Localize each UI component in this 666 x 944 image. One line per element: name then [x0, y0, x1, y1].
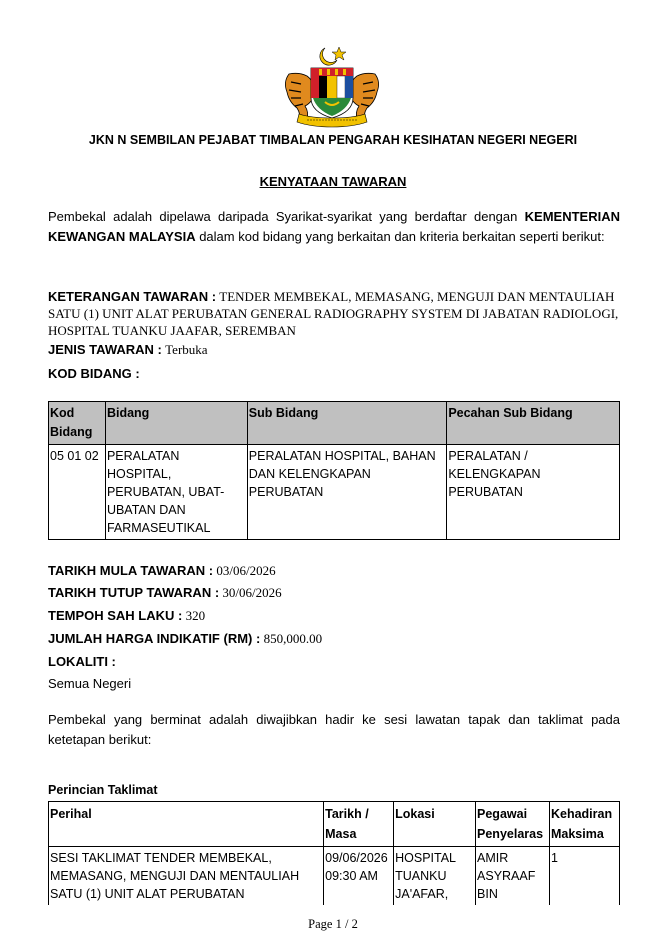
locality-label: LOKALITI : [48, 654, 116, 669]
validity-period [48, 607, 620, 624]
table-row [49, 847, 620, 906]
close-date-value: 30/06/2026 [222, 585, 282, 600]
ministry-name: KEMENTERIAN KEWANGAN MALAYSIA [48, 209, 620, 244]
table-row [49, 445, 620, 540]
page-number: Page 1 / 2 [308, 917, 358, 931]
table-cell: 1 [549, 847, 619, 906]
tender-description-value: TENDER MEMBEKAL, MEMASANG, MENGUJI DAN MENTAULIAH SATU (1) UNIT ALAT PERUBATAN GENERAL RADIOGRAPHY SYSTEM DI JABATAN RADIOLOGI, HOSPITAL TUANKU JAAFAR, SEREMBAN [48, 289, 619, 338]
table-cell: SESI TAKLIMAT TENDER MEMBEKAL, MEMASANG, MENGUJI DAN MENTAULIAH SATU (1) UNIT ALAT PERUBATAN [49, 847, 324, 906]
document-title: KENYATAAN TAWARAN [259, 174, 407, 189]
table-cell: PERALATAN / KELENGKAPAN PERUBATAN [447, 445, 620, 540]
start-date-value: 03/06/2026 [216, 563, 276, 578]
table-cell: 05 01 02 [49, 445, 106, 540]
table-cell: AMIR ASYRAAF BIN [476, 847, 550, 906]
tender-description [48, 288, 620, 339]
table-cell: PERALATAN HOSPITAL, PERUBATAN, UBAT-UBATAN DAN FARMASEUTIKAL [105, 445, 247, 540]
validity-value: 320 [185, 608, 206, 623]
start-date [48, 562, 620, 579]
code-table-header: Pecahan Sub Bidang [447, 402, 620, 445]
intro-text-after: dalam kod bidang yang berkaitan dan kriteria berkaitan seperti berikut: [195, 229, 605, 244]
briefing-table [48, 801, 620, 906]
locality [48, 653, 620, 670]
intro-paragraph [48, 207, 620, 247]
table-cell: 09/06/2026 09:30 AM [324, 847, 394, 906]
price-value: 850,000.00 [263, 631, 323, 646]
code-table-header: Bidang [105, 402, 247, 445]
validity-label: TEMPOH SAH LAKU : [48, 608, 183, 623]
locality-value: Semua Negeri [48, 676, 132, 691]
code-label [48, 365, 620, 382]
briefing-table-header: Kehadiran Maksima [549, 802, 619, 847]
close-date-label: TARIKH TUTUP TAWARAN : [48, 585, 220, 600]
malaysia-coat-of-arms-emblem [277, 44, 387, 132]
tender-type-value: Terbuka [165, 342, 208, 357]
close-date [48, 584, 620, 601]
table-cell: HOSPITAL TUANKU JA'AFAR, [394, 847, 476, 906]
code-table-header-row [49, 402, 620, 445]
code-table [48, 401, 620, 540]
tender-description-label: KETERANGAN TAWARAN : [48, 289, 217, 304]
tender-type-label: JENIS TAWARAN : [48, 342, 162, 357]
intro-text-before: Pembekal adalah dipelawa daripada Syarikat-syarikat yang berdaftar dengan [48, 209, 525, 224]
code-label-text: KOD BIDANG : [48, 366, 140, 381]
briefing-section-title: Perincian Taklimat [48, 783, 158, 797]
code-table-header: Sub Bidang [247, 402, 447, 445]
briefing-table-header: Lokasi [394, 802, 476, 847]
notice-paragraph: Pembekal yang berminat adalah diwajibkan hadir ke sesi lawatan tapak dan taklimat pada ketetapan berikut: [48, 712, 620, 747]
briefing-table-header: Pegawai Penyelaras [476, 802, 550, 847]
briefing-table-header: Tarikh / Masa [324, 802, 394, 847]
code-table-header: Kod Bidang [49, 402, 106, 445]
organization-heading: JKN N SEMBILAN PEJABAT TIMBALAN PENGARAH KESIHATAN NEGERI NEGERI [88, 133, 578, 147]
price-label: JUMLAH HARGA INDIKATIF (RM) : [48, 631, 261, 646]
tender-type [48, 341, 620, 358]
briefing-table-header-row [49, 802, 620, 847]
start-date-label: TARIKH MULA TAWARAN : [48, 563, 214, 578]
indicative-price [48, 630, 620, 647]
briefing-table-header: Perihal [49, 802, 324, 847]
table-cell: PERALATAN HOSPITAL, BAHAN DAN KELENGKAPAN PERUBATAN [247, 445, 447, 540]
